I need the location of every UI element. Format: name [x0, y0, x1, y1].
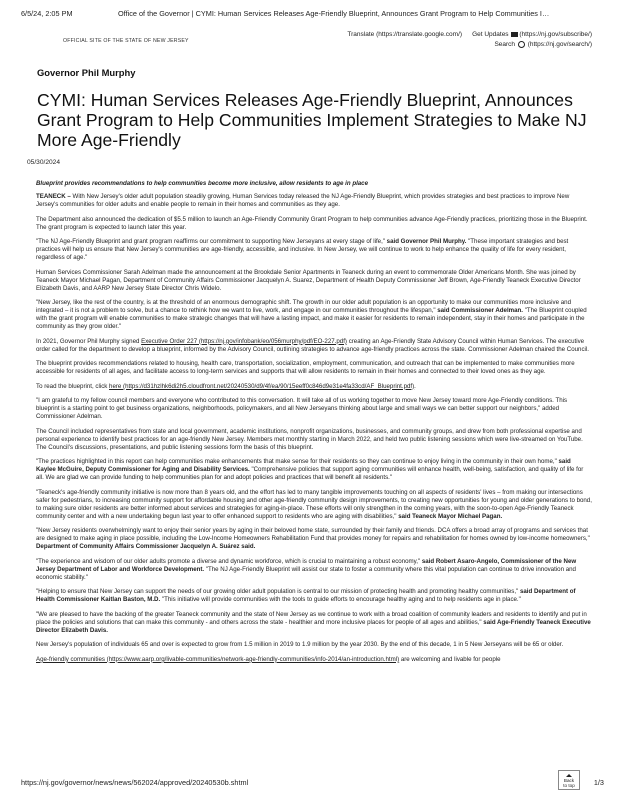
paragraph	[36, 383, 592, 391]
official-site-label: OFFICIAL SITE OF THE STATE OF NEW JERSEY	[63, 38, 189, 44]
speaker-attribution: said Governor Phil Murphy.	[384, 238, 467, 246]
quote-text: "Comprehensive policies that support aging communities will enhance health, well-being, satisfaction, and quality of life for all. We are glad we can provide funding to help communities plan for and adopt policies and practices that will benefit all residents."	[36, 466, 584, 482]
paragraph	[36, 193, 592, 209]
quote-text: "The experience and wisdom of our older adults promote a diverse and dynamic workforce, which is crucial to maintaining a robust economy,"	[36, 557, 421, 565]
dateline: TEANECK –	[36, 193, 71, 201]
paragraph	[36, 611, 592, 635]
paragraph: Human Services Commissioner Sarah Adelman made the announcement at the Brookdale Senior Apartments in Teaneck during an event to commemorate Older Americans Month. She was joined by Teaneck Mayor Michael Pagan, Department of Community Affairs Commissioner Jacquelyn A. Suarez, Department of Health Deputy Commissioner Jeff Brown, Age-Friendly Teaneck Executive Director Elizabeth Davis, and AARP New Jersey State Director Chris Widelo.	[36, 268, 581, 292]
paragraph	[36, 489, 592, 521]
paragraph	[36, 338, 592, 354]
quote-text: "This initiative will provide communities with the tools to guide efforts to encourage healthy aging and to help residents age in place."	[160, 596, 521, 604]
print-header	[0, 9, 618, 21]
speaker-attribution: said Robert Asaro-Angelo, Commissioner of the New Jersey Department of Labor and Workforce Development.	[36, 557, 577, 573]
paragraph-text: To read the blueprint, click	[36, 382, 110, 390]
quote-text: "New Jersey residents overwhelmingly want to enjoy their senior years by aging in their beloved home state, surrounded by their family and friends. DCA offers a broad array of programs and services that are designed to make aging in place possible, including the Low-Income Homeowners Rehabilitation Fund that provides money for repairs and rehabilitation for homes owned by low-income homeowners,"	[36, 527, 590, 543]
quote-text: "The practices highlighted in this report can help communities make enhancements that make sense for their residents so they can continue to enjoy living in the community in their own home,"	[36, 458, 557, 466]
envelope-icon	[511, 32, 518, 37]
print-timestamp: 6/5/24, 2:05 PM	[21, 9, 73, 18]
article-subhead: Blueprint provides recommendations to help communities become more inclusive, allow residents to age in place	[36, 180, 369, 187]
back-to-top-line2: to top	[563, 783, 575, 788]
paragraph-text: .	[414, 382, 416, 390]
paragraph	[36, 527, 592, 551]
paragraph	[36, 299, 592, 331]
quote-text: "We are pleased to have the backing of the greater Teaneck community and the state of New Jersey as we continue to work with a broad coalition of community leaders and residents to identify and put in place the policies and solutions that can make this community - and others across the state - healthier and more inclusive places for people of all ages and abilities,"	[36, 610, 587, 626]
paragraph: The blueprint provides recommendations related to housing, health care, transportation, socialization, employment, communication, and outreach that can be implemented to make communities more accessible for residents of all ages, and facilitate access to long-term services and supports that will allow residents to remain in their homes and connected to their loved ones as they age.	[36, 360, 575, 376]
paragraph	[36, 656, 592, 664]
paragraph	[36, 558, 592, 582]
speaker-attribution: said Teaneck Mayor Michael Pagan.	[396, 512, 503, 520]
get-updates-link[interactable]	[472, 31, 592, 38]
print-page-title: Office of the Governor | CYMI: Human Services Releases Age-Friendly Blueprint, Announces Grant Program to Help Communities I…	[118, 9, 550, 18]
search-link[interactable]	[494, 41, 592, 48]
speaker-attribution: said Kaylee McGuire, Deputy Commissioner for Aging and Disability Services.	[36, 458, 571, 474]
quote-text: "Helping to ensure that New Jersey can support the needs of our growing older adult population is central to our mission of protecting health and promoting healthy communities,"	[36, 588, 519, 596]
search-url: (https://nj.gov/search/)	[527, 41, 592, 49]
quote-text: "The NJ Age-Friendly Blueprint and grant program reaffirms our commitment to supporting New Jerseyans at every stage of life,"	[36, 238, 385, 246]
article-body	[36, 180, 592, 670]
speaker-attribution: said Department of Health Commissioner Kaitlan Baston, M.D.	[36, 588, 576, 604]
search-label: Search	[494, 41, 516, 49]
paragraph: The Department also announced the dedication of $5.5 million to launch an Age-Friendly Community Grant Program to help communities advance Age-Friendly practices, prioritizing those in the Blueprint. The grant program is expected to launch later this year.	[36, 215, 588, 231]
quote-text: "The NJ Age-Friendly Blueprint will assist our state to foster a community where this vital population can continue to drive innovation and economic stability."	[36, 565, 576, 581]
print-page-number: 1/3	[593, 778, 604, 787]
article-title: CYMI: Human Services Releases Age-Friendly Blueprint, Announces Grant Program to Help Communities Implement Strategies to Make NJ More Age-Friendly	[37, 90, 587, 150]
paragraph: The Council included representatives from state and local government, academic institutions, nonprofit organizations, businesses, and community groups, and drew from both professional expertise and personal experience to identify best practices for an age-friendly New Jersey. Members met monthly starting in March 2022, and held two public listening sessions which were live-streamed on YouTube. The Council's discussions, presentations, and public listening sessions form the basis of this blueprint.	[36, 427, 583, 451]
paragraph: New Jersey's population of individuals 65 and over is expected to grow from 1.5 million in 2019 to 1.9 million by the year 2030. By the end of this decade, 1 in 5 New Jerseyans will be 65 or older.	[36, 641, 564, 649]
print-footer-url: https://nj.gov/governor/news/news/562024/approved/20240530b.shtml	[21, 778, 249, 787]
paragraph	[36, 238, 592, 262]
executive-order-link[interactable]: Executive Order 227 (https://nj.gov/infobank/eo/056murphy/pdf/EO-227.pdf)	[141, 337, 347, 345]
quote-text: "These important strategies and best practices will help us ensure that New Jersey's communities are age-friendly, accessible, and inclusive. In New Jersey, we will continue to work to help enhance the quality of life for every resident, regardless of age."	[36, 238, 569, 262]
speaker-attribution: said Age-Friendly Teaneck Executive Director Elizabeth Davis.	[36, 618, 591, 634]
article-date: 05/30/2024	[27, 159, 61, 166]
speaker-attribution: said Commissioner Adelman.	[435, 307, 523, 315]
translate-link[interactable]: Translate (https://translate.google.com/)	[347, 31, 463, 38]
get-updates-label: Get Updates	[472, 31, 509, 38]
arrow-up-icon	[566, 774, 572, 777]
paragraph-text: creating an Age-Friendly State Advisory Council within Human Services. The executive order called for the department to develop a blueprint, informed by the Advisory Council, outlining strategies to advance age-friendly practices across the state. Commissioner Adelman chaired the Council.	[36, 337, 589, 353]
age-friendly-communities-link[interactable]: Age-friendly communities (https://www.aarp.org/livable-communities/network-age-friendly-communities/info-2014/an-introduction.html)	[36, 655, 400, 663]
speaker-attribution: Department of Community Affairs Commissioner Jacquelyn A. Suárez said.	[36, 543, 256, 551]
paragraph	[36, 458, 592, 482]
paragraph: "I am grateful to my fellow council members and everyone who contributed to this conversation. It will take all of us working together to move New Jersey toward more Age-Friendly conditions. This blueprint is a starting point to get business organizations, neighborhoods, policymakers, and all New Jerseyans thinking about large and small ways we can better support our neighbors," added Commissioner Adelman.	[36, 397, 568, 421]
utility-links	[300, 31, 592, 48]
back-to-top-line1: Back	[563, 778, 575, 783]
quote-text: "The Blueprint coupled with the grant program will enable communities to make strategic changes that will have a lasting impact, and make it easier for residents to remain independent, stay in their homes and participate in the community as they grow older."	[36, 307, 587, 331]
search-icon	[518, 41, 525, 48]
quote-text: "Teaneck's age-friendly community initiative is now more than 8 years old, and the effort has led to many tangible improvements touching on all aspects of residents' lives – from making our intersections safer for pedestrians, to increasing community support for affordable housing and other age-friendly community design improvements, to creating new opportunities for young and older generations to bond, to making sure older residents are better informed about services and strategies for aging-in-place. These efforts will only strengthen in the coming years, with the soon-to-open Age-Friendly Teaneck community center and with a new undertaking begun last year to offer enhanced support to residents who are aging with disabilities,"	[36, 488, 592, 520]
get-updates-url: (https://nj.gov/subscribe/)	[519, 31, 592, 38]
paragraph	[36, 588, 592, 604]
paragraph-text: With New Jersey's older adult population steadily growing, Human Services today released the NJ Age-Friendly Blueprint, which provides strategies and best practices to improve New Jersey's communities for older adults and enable people to remain in their homes and communities as they age.	[36, 193, 570, 209]
paragraph-text: are welcoming and livable for people	[399, 655, 501, 663]
governor-name-link[interactable]: Governor Phil Murphy	[37, 67, 136, 78]
blueprint-pdf-link[interactable]: here (https://d31hzlhk6di2h5.cloudfront.net/20240530/d9/4f/ea/90/15eeff0c846d9e31e4fa33cd/AF_Blueprint.pdf)	[109, 382, 415, 390]
paragraph-text: In 2021, Governor Phil Murphy signed	[36, 337, 142, 345]
print-footer	[21, 778, 604, 787]
quote-text: "New Jersey, like the rest of the country, is at the threshold of an enormous demographic shift. The growth in our older adult population is an opportunity to make our communities more inclusive and integrated – it is not a problem to solve, but a chance to rethink how we want to live, work, and engage in our communities throughout the lifespan,"	[36, 299, 571, 315]
